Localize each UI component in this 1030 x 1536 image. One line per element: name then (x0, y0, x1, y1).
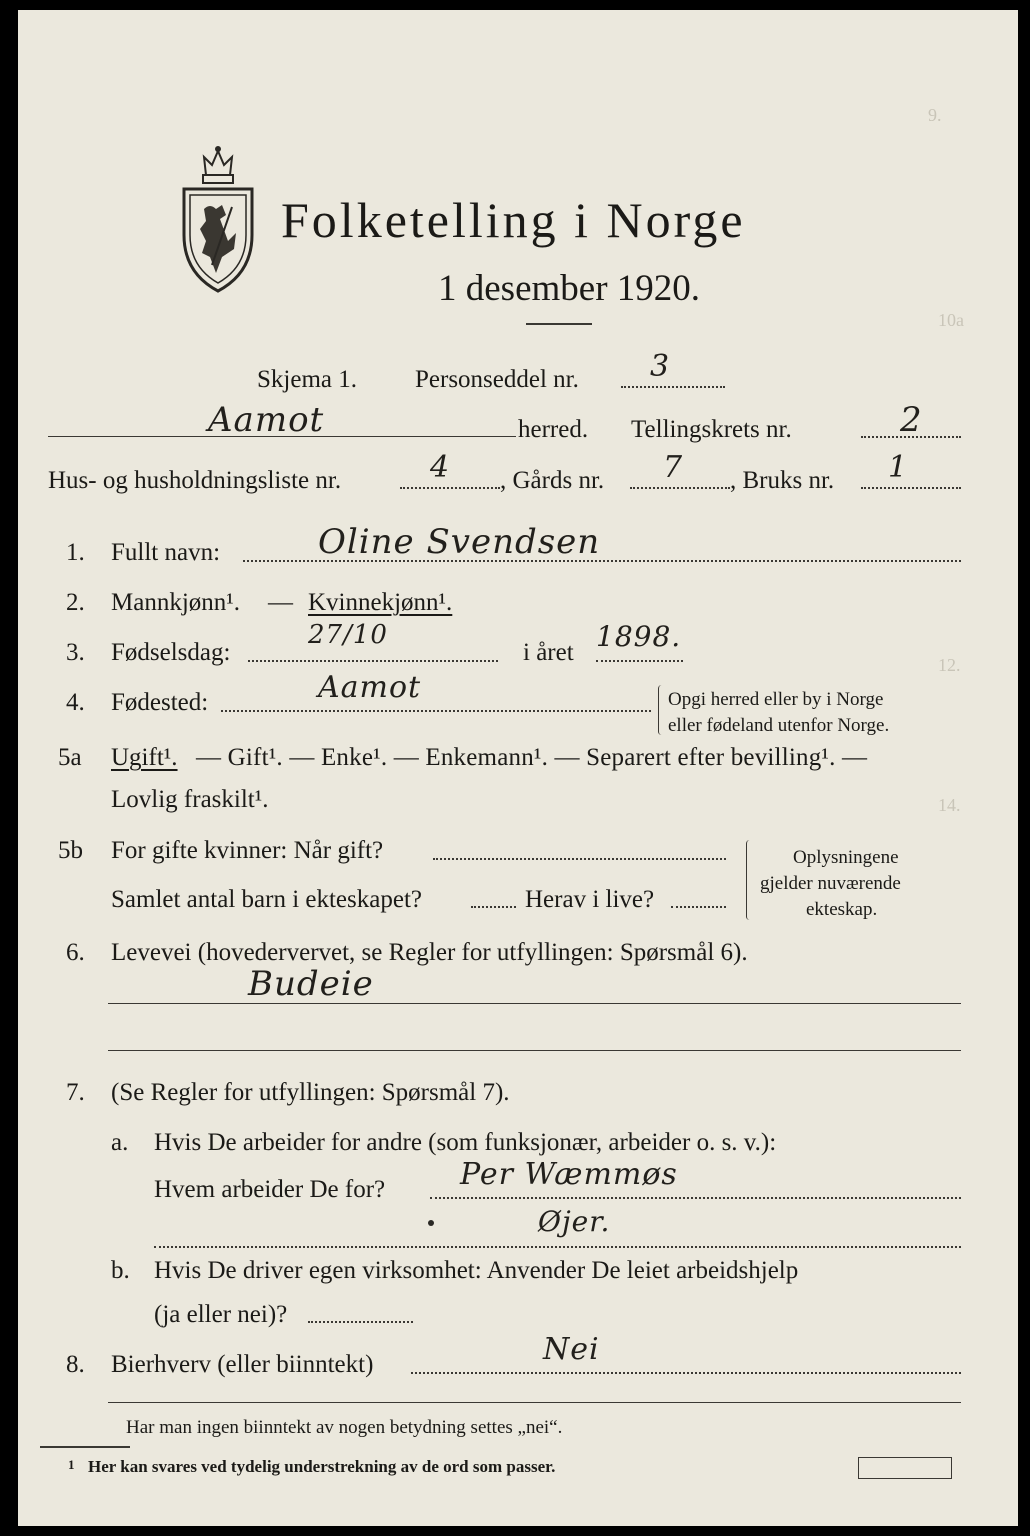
q5b-children-label: Samlet antal barn i ekteskapet? (111, 886, 422, 913)
q6-label: Levevei (hovedervervet, se Regler for utfyllingen: Spørsmål 6). (111, 939, 748, 966)
q8-label: Bierhverv (eller biinntekt) (111, 1351, 374, 1378)
q7-label: (Se Regler for utfyllingen: Spørsmål 7). (111, 1079, 510, 1106)
personseddel-label: Personseddel nr. (415, 366, 579, 393)
footnote-text: Her kan svares ved tydelig understrekning av de ord som passer. (88, 1457, 556, 1476)
q7-number: 7. (66, 1079, 85, 1106)
q4-birthplace-value[interactable]: Aamot (318, 670, 422, 705)
q3-label: Fødselsdag: (111, 639, 231, 666)
q4-number: 4. (66, 689, 85, 716)
norway-coat-of-arms-icon (176, 145, 260, 295)
q1-number: 1. (66, 539, 85, 566)
q5a-number: 5a (58, 744, 82, 771)
q5a-lovlig-fraskilt-option[interactable]: Lovlig fraskilt¹. (111, 786, 269, 813)
bruks-value[interactable]: 1 (888, 450, 909, 485)
q5a-ugift-option-selected[interactable]: Ugift¹. (111, 744, 178, 771)
q4-label: Fødested: (111, 689, 209, 716)
q7b-line2: (ja eller nei)? (154, 1301, 288, 1328)
q3-year-value[interactable]: 1898. (596, 620, 682, 653)
census-form-page: 9. 10a 12. 14. Folketelling i Norge 1 desember 1920. Skjema 1. Personseddel nr. 3 Aamot herred. Tellingskrets nr. 2 Hus- og husholdningsliste nr. 4 , Gårds nr. 7 , Bruks nr. 1 1. Fullt navn: Oline Svendsen 2. Mannkjønn¹. — Kvinnekjønn¹. 3. Fødselsdag: 27/10 i året 1898. 4. Fødested: Aamot Opgi herred eller by i Norge eller fødeland utenfor Norge. 5a Ugift¹. — Gift¹. — Enke¹. — Enkemann¹. — Separert efter bevilling¹. — Lovlig fraskilt¹. 5b For gifte kvinner: Når gift? Samlet antal barn i ekteskapet? Herav i live? Oplysningene gjelder nuværende ekteskap. 6. Levevei (hovedervervet, se Regler for utfyllingen: Spørsmål 6). Budeie 7. (Se Regler for utfyllingen: Spørsmål 7). a. Hvis De arbeider for andre (som funksjonær, arbeider o. s. v.): Hvem arbeider De for? Per Wæmmøs Øjer. b. Hvis De driver egen virksomhet: Anvender De leiet arbeidshjelp (ja eller nei)? 8. Bierhverv (eller biinntekt) Nei Har man ingen biinntekt av nogen betydning settes „nei“. 1 Her kan svares ved tydelig understrekning av de ord som passer. (18, 10, 1018, 1526)
form-date: 1 desember 1920. (438, 268, 701, 309)
gards-value[interactable]: 7 (663, 450, 684, 485)
footnote-mark: 1 (68, 1457, 75, 1472)
printer-stamp-icon (858, 1457, 952, 1479)
herred-label: herred. (518, 416, 589, 443)
q8-number: 8. (66, 1351, 85, 1378)
personseddel-value[interactable]: 3 (650, 349, 671, 384)
bruks-label: , Bruks nr. (730, 467, 835, 494)
q3-number: 3. (66, 639, 85, 666)
herred-value[interactable]: Aamot (208, 400, 325, 440)
q5b-married-label: For gifte kvinner: Når gift? (111, 837, 384, 864)
q5b-alive-label: Herav i live? (525, 886, 655, 913)
q2-female-option-selected[interactable]: Kvinnekjønn¹. (308, 589, 453, 616)
husholdning-label: Hus- og husholdningsliste nr. (48, 467, 342, 494)
q7a-employer-value[interactable]: Per Wæmmøs (460, 1157, 678, 1192)
tellingskrets-label: Tellingskrets nr. (631, 416, 792, 443)
q8-secondary-income-value[interactable]: Nei (543, 1332, 600, 1367)
q7b-line1: Hvis De driver egen virksomhet: Anvender De leiet arbeidshjelp (154, 1257, 799, 1284)
q5b-note-line1: Oplysningene (793, 847, 899, 868)
footer-note: Har man ingen biinntekt av nogen betydning settes „nei“. (126, 1417, 563, 1438)
q7a-employer-value-line2[interactable]: Øjer. (538, 1205, 611, 1238)
q3-birthdate-value[interactable]: 27/10 (308, 620, 388, 650)
gards-label: , Gårds nr. (500, 467, 605, 494)
q1-full-name-value[interactable]: Oline Svendsen (318, 522, 601, 562)
q7a-employer-label: Hvem arbeider De for? (154, 1176, 386, 1203)
q3-year-label: i året (523, 639, 574, 666)
tellingskrets-value[interactable]: 2 (900, 400, 923, 440)
q7b-number: b. (111, 1257, 130, 1284)
q5a-other-options[interactable]: — Gift¹. — Enke¹. — Enkemann¹. — Separert efter bevilling¹. — (196, 744, 868, 771)
q7a-number: a. (111, 1129, 129, 1156)
q7a-line1: Hvis De arbeider for andre (som funksjonær, arbeider o. s. v.): (154, 1129, 777, 1156)
q5b-note-line2: gjelder nuværende (760, 873, 901, 894)
q4-note-line2: eller fødeland utenfor Norge. (668, 715, 890, 736)
form-title: Folketelling i Norge (281, 192, 746, 248)
q5b-number: 5b (58, 837, 83, 864)
q2-male-option[interactable]: Mannkjønn¹. (111, 589, 241, 616)
q6-number: 6. (66, 939, 85, 966)
q6-occupation-value[interactable]: Budeie (248, 964, 374, 1004)
q2-number: 2. (66, 589, 85, 616)
q2-dash: — (268, 589, 293, 616)
q5b-note-line3: ekteskap. (806, 899, 878, 920)
q4-note-line1: Opgi herred eller by i Norge (668, 689, 884, 710)
q1-label: Fullt navn: (111, 539, 221, 566)
schema-label: Skjema 1. (257, 366, 357, 393)
husholdning-value[interactable]: 4 (430, 450, 451, 485)
